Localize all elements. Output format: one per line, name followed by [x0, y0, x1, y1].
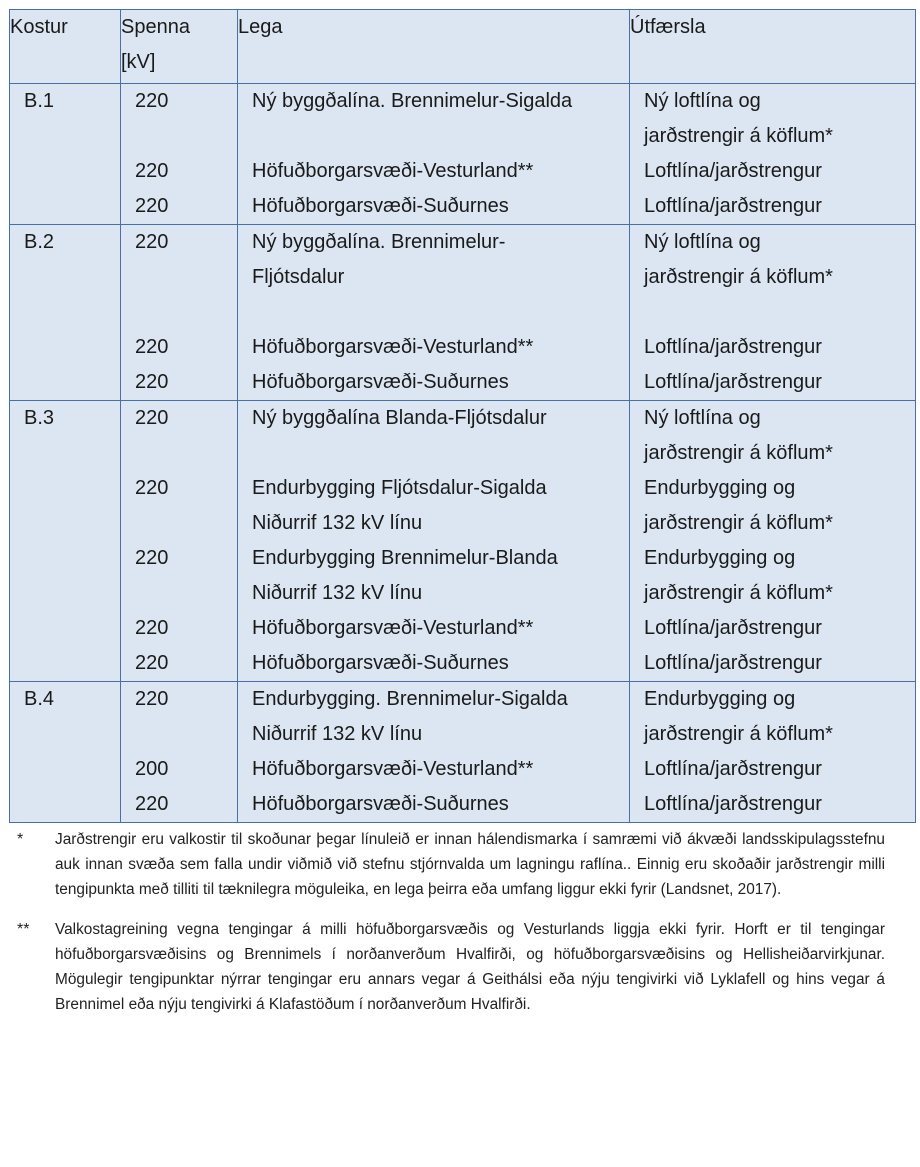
cell-lega	[238, 225, 630, 401]
utfaersla-text: Endurbygging og	[644, 547, 796, 569]
kostur-label: B.4	[24, 688, 55, 710]
lega-text	[238, 119, 629, 154]
spenna-value	[121, 576, 237, 611]
header-spenna-line1: Spenna	[121, 16, 190, 38]
spenna-value: 220	[135, 477, 169, 499]
document	[9, 9, 911, 1032]
table-row	[10, 225, 916, 401]
lega-text: Niðurrif 132 kV línu	[252, 582, 423, 604]
lega-text: Höfuðborgarsvæði-Vesturland**	[252, 617, 534, 639]
header-lega: Lega	[238, 10, 630, 84]
utfaersla-text: Ný loftlína og	[644, 231, 761, 253]
cell-lega	[238, 84, 630, 225]
footnote-text: Valkostagreining vegna tengingar á milli höfuðborgarsvæðis og Vesturlands liggja ekki fyrir. Horft er til tengingar höfuðborgarsvæðisins og Brennimels í norðanverðum Hvalfirði, og höfuðborgarsvæðisins og Hellisheiðarvirkjunar. Mögulegir tengipunktar nýrrar tengingar eru annars vegar á Geithálsi eða nýju tengivirki við Lyklafell og hins vegar á Brennimel eða nýju tengivirki á Klafastöðum í norðanverðum Hvalfirði.	[55, 921, 885, 1013]
lega-text: Höfuðborgarsvæði-Vesturland**	[252, 336, 534, 358]
utfaersla-text: jarðstrengir á köflum*	[644, 442, 833, 464]
cell-kostur	[10, 682, 121, 823]
spenna-value: 220	[135, 90, 169, 112]
footnote-1	[9, 827, 911, 902]
spenna-value: 220	[135, 652, 169, 674]
spenna-value: 220	[135, 371, 169, 393]
footnote-text: Jarðstrengir eru valkostir til skoðunar þegar línuleið er innan hálendismarka í samræmi við ákvæði landsskipulagsstefnu auk innan svæða sem falla undir viðmið við stefnu stjórnvalda um lagningu raflína.. Einnig eru skoðaðir jarðstrengir milli tengipunkta með tilliti til tæknilegra möguleika, en lega þeirra eða umfang liggur ekki fyrir (Landsnet, 2017).	[55, 831, 885, 898]
spenna-value: 220	[135, 195, 169, 217]
spenna-value	[121, 717, 237, 752]
spenna-value: 220	[135, 688, 169, 710]
spenna-value: 200	[135, 758, 169, 780]
utfaersla-text: Loftlína/jarðstrengur	[644, 793, 822, 815]
header-utfaersla: Útfærsla	[630, 10, 916, 84]
cell-spenna	[121, 84, 238, 225]
lega-text: Niðurrif 132 kV línu	[252, 512, 423, 534]
lega-text: Ný byggðalína. Brennimelur-	[252, 231, 506, 253]
utfaersla-text: jarðstrengir á köflum*	[644, 125, 833, 147]
cell-utfaersla	[630, 682, 916, 823]
utfaersla-text: Endurbygging og	[644, 477, 796, 499]
lega-text: Ný byggðalína. Brennimelur-Sigalda	[252, 90, 573, 112]
utfaersla-text: jarðstrengir á köflum*	[644, 266, 833, 288]
cell-spenna	[121, 401, 238, 682]
spenna-value: 220	[135, 617, 169, 639]
lega-text	[238, 436, 629, 471]
table-row	[10, 682, 916, 823]
utfaersla-text: Loftlína/jarðstrengur	[644, 371, 822, 393]
utfaersla-text: Loftlína/jarðstrengur	[644, 336, 822, 358]
spenna-value	[121, 436, 237, 471]
lega-text: Fljótsdalur	[252, 266, 345, 288]
table-row	[10, 84, 916, 225]
footnotes	[9, 827, 911, 1017]
spenna-value	[121, 506, 237, 541]
spenna-value	[121, 295, 237, 330]
lega-text: Höfuðborgarsvæði-Suðurnes	[252, 793, 509, 815]
spenna-value: 220	[135, 407, 169, 429]
cell-utfaersla	[630, 225, 916, 401]
cell-spenna	[121, 225, 238, 401]
spenna-value: 220	[135, 231, 169, 253]
lega-text: Höfuðborgarsvæði-Vesturland**	[252, 758, 534, 780]
utfaersla-text: Endurbygging og	[644, 688, 796, 710]
kostur-label: B.2	[24, 231, 55, 253]
table-header-row	[10, 10, 916, 84]
header-spenna-line2: [kV]	[121, 51, 156, 73]
lega-text: Endurbygging Brennimelur-Blanda	[252, 547, 558, 569]
spenna-value	[121, 260, 237, 295]
header-kostur: Kostur	[10, 10, 121, 84]
table-row	[10, 401, 916, 682]
utfaersla-text: Ný loftlína og	[644, 407, 761, 429]
cell-lega	[238, 682, 630, 823]
cell-lega	[238, 401, 630, 682]
utfaersla-text: Loftlína/jarðstrengur	[644, 652, 822, 674]
header-spenna	[121, 10, 238, 84]
utfaersla-text: Loftlína/jarðstrengur	[644, 758, 822, 780]
spenna-value: 220	[135, 336, 169, 358]
utfaersla-text: Ný loftlína og	[644, 90, 761, 112]
spenna-value	[121, 119, 237, 154]
lega-text: Niðurrif 132 kV línu	[252, 723, 423, 745]
utfaersla-text: jarðstrengir á köflum*	[644, 723, 833, 745]
lega-text: Endurbygging. Brennimelur-Sigalda	[252, 688, 568, 710]
utfaersla-text: jarðstrengir á köflum*	[644, 512, 833, 534]
spenna-value: 220	[135, 547, 169, 569]
lega-text: Ný byggðalína Blanda-Fljótsdalur	[252, 407, 547, 429]
cell-utfaersla	[630, 84, 916, 225]
utfaersla-text: Loftlína/jarðstrengur	[644, 617, 822, 639]
lega-text: Höfuðborgarsvæði-Suðurnes	[252, 195, 509, 217]
footnote-mark: **	[17, 921, 30, 938]
cell-kostur	[10, 225, 121, 401]
lega-text: Höfuðborgarsvæði-Suðurnes	[252, 652, 509, 674]
kostur-label: B.1	[24, 90, 55, 112]
utfaersla-text: Loftlína/jarðstrengur	[644, 160, 822, 182]
cell-kostur	[10, 401, 121, 682]
kostur-label: B.3	[24, 407, 55, 429]
table-body	[10, 84, 916, 823]
cell-spenna	[121, 682, 238, 823]
lega-text	[238, 295, 629, 330]
cell-kostur	[10, 84, 121, 225]
footnote-2	[9, 917, 911, 1017]
lega-text: Höfuðborgarsvæði-Vesturland**	[252, 160, 534, 182]
utfaersla-text: jarðstrengir á köflum*	[644, 582, 833, 604]
spenna-value: 220	[135, 793, 169, 815]
options-table	[9, 9, 916, 823]
spenna-value: 220	[135, 160, 169, 182]
lega-text: Höfuðborgarsvæði-Suðurnes	[252, 371, 509, 393]
utfaersla-text: Loftlína/jarðstrengur	[644, 195, 822, 217]
utfaersla-text	[630, 295, 915, 330]
lega-text: Endurbygging Fljótsdalur-Sigalda	[252, 477, 547, 499]
footnote-mark: *	[17, 831, 24, 848]
cell-utfaersla	[630, 401, 916, 682]
